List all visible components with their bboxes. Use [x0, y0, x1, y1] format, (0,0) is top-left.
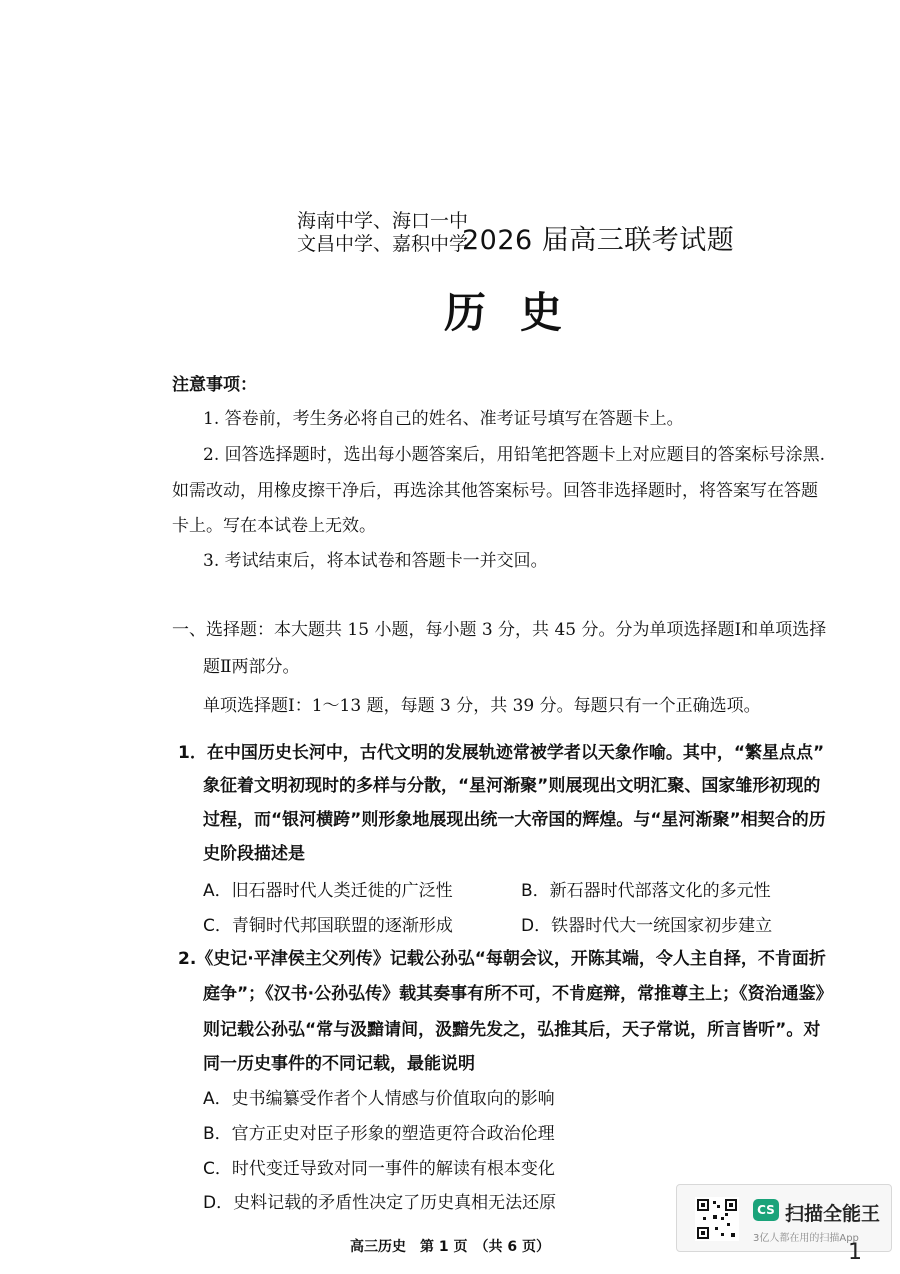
question-1-text: 史阶段描述是 — [203, 844, 305, 864]
qr-code-icon — [695, 1197, 739, 1241]
watermark-tagline: 3亿人都在用的扫描App — [753, 1233, 859, 1244]
q2-option-c: C．时代变迁导致对同一事件的解读有根本变化 — [203, 1159, 555, 1179]
schools-line-1: 海南中学、海口一中 — [297, 210, 469, 232]
question-1-text: 过程，而“银河横跨”则形象地展现出统一大帝国的辉煌。与“星河渐聚”相契合的历 — [203, 810, 826, 830]
schools-line-2: 文昌中学、嘉积中学 — [297, 233, 469, 255]
notice-title: 注意事项： — [172, 375, 257, 395]
notice-line: 2. 回答选择题时，选出每小题答案后，用铅笔把答题卡上对应题目的答案标号涂黑. — [203, 445, 826, 465]
q1-option-d: D．铁器时代大一统国家初步建立 — [521, 916, 773, 936]
notice-line: 卡上。写在本试卷上无效。 — [172, 516, 376, 536]
notice-line: 如需改动，用橡皮擦干净后，再选涂其他答案标号。回答非选择题时，将答案写在答题 — [172, 481, 818, 501]
question-1-text: 象征着文明初现时的多样与分散，“星河渐聚”则展现出文明汇聚、国家雏形初现的 — [203, 776, 821, 796]
q1-option-a: A．旧石器时代人类迁徙的广泛性 — [203, 881, 453, 901]
q2-option-d: D．史料记载的矛盾性决定了历史真相无法还原 — [203, 1193, 557, 1213]
camscanner-logo: CS — [753, 1199, 779, 1221]
question-2-text: 同一历史事件的不同记载，最能说明 — [203, 1054, 475, 1074]
school-names — [297, 210, 468, 256]
question-2-text: 2.《史记·平津侯主父列传》记载公孙弘“每朝会议，开陈其端，令人主自择，不肯面折 — [178, 949, 826, 969]
notice-line: 3. 考试结束后，将本试卷和答题卡一并交回。 — [203, 551, 548, 571]
watermark-brand: 扫描全能王 — [785, 1203, 881, 1225]
notice-line: 1. 答卷前，考生务必将自己的姓名、准考证号填写在答题卡上。 — [203, 409, 684, 429]
q1-option-b: B．新石器时代部落文化的多元性 — [521, 881, 771, 901]
page-number: 1 — [848, 1240, 862, 1265]
exam-title: 2026 届高三联考试题 — [462, 225, 735, 256]
question-1-text: 1．在中国历史长河中，古代文明的发展轨迹常被学者以天象作喻。其中，“繁星点点” — [178, 743, 825, 763]
section-subheading: 单项选择题Ⅰ：1～13 题，每题 3 分，共 39 分。每题只有一个正确选项。 — [203, 696, 761, 716]
q2-option-b: B．官方正史对臣子形象的塑造更符合政治伦理 — [203, 1124, 555, 1144]
question-2-text: 则记载公孙弘“常与汲黯请间，汲黯先发之，弘推其后，天子常说，所言皆听”。对 — [203, 1020, 821, 1040]
section-heading-cont: 题Ⅱ两部分。 — [203, 657, 300, 677]
q1-option-c: C．青铜时代邦国联盟的逐渐形成 — [203, 916, 453, 936]
subject-title: 历史 — [444, 288, 597, 337]
page-footer: 高三历史 第 1 页 （共 6 页） — [350, 1239, 550, 1255]
q2-option-a: A．史书编纂受作者个人情感与价值取向的影响 — [203, 1089, 555, 1109]
question-2-text: 庭争”；《汉书·公孙弘传》载其奏事有所不可，不肯庭辩，常推尊主上；《资治通鉴》 — [203, 984, 833, 1004]
section-heading: 一、选择题：本大题共 15 小题，每小题 3 分，共 45 分。分为单项选择题Ⅰ和单项选择 — [172, 620, 827, 640]
